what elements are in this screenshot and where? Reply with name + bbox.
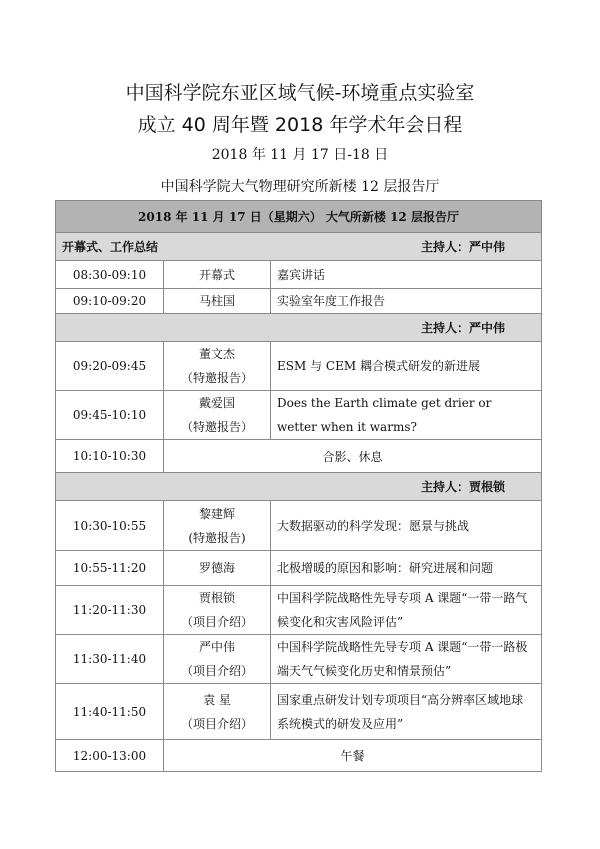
speaker-name: 黎建辉: [198, 506, 235, 521]
break-row: [56, 440, 542, 473]
event-venue: 中国科学院大气物理研究所新楼 12 层报告厅: [160, 179, 440, 195]
speaker-cell: [164, 261, 271, 289]
time-cell: 10:30-10:55: [56, 501, 164, 551]
schedule-row: [56, 391, 542, 440]
session-host: 主持人：严中伟: [420, 321, 505, 335]
speaker-role: (特邀报告): [188, 530, 246, 545]
schedule-row: [56, 289, 542, 314]
speaker-cell: [164, 342, 271, 391]
topic-cell: ESM 与 CEM 耦合模式研发的新进展: [271, 342, 542, 391]
schedule-row: [56, 551, 542, 586]
schedule-row: [56, 684, 542, 740]
speaker-role: （项目介绍）: [180, 664, 253, 678]
session-header: [56, 473, 542, 501]
speaker-name: 严中伟: [198, 640, 235, 654]
title-line-2: 成立 40 周年暨 2018 年学术年会日程: [137, 114, 463, 136]
topic-cell: 大数据驱动的科学发现：愿景与挑战: [271, 501, 542, 551]
title-line-1: 中国科学院东亚区域气候-环境重点实验室: [125, 82, 475, 104]
speaker-cell: [164, 391, 271, 440]
topic-cell: 中国科学院战略性先导专项 A 课题“一带一路极端天气气候变化历史和情景预估”: [271, 635, 542, 684]
session-header-row: [56, 314, 542, 342]
session-title: 开幕式、工作总结: [62, 240, 159, 254]
session-host: 主持人：贾根锁: [420, 480, 505, 494]
session-host: 主持人：严中伟: [420, 240, 505, 254]
schedule-row: [56, 586, 542, 635]
topic-cell: 国家重点研发计划专项项目“高分辨率区域地球系统模式的研发及应用”: [271, 684, 542, 740]
speaker-name: 罗德海: [198, 561, 235, 575]
speaker-role: （项目介绍）: [180, 716, 253, 731]
speaker-name: 开幕式: [198, 267, 235, 282]
speaker-name: 董文杰: [198, 347, 235, 361]
time-cell: 10:10-10:30: [56, 440, 164, 473]
schedule-row: [56, 635, 542, 684]
break-label: 合影、休息: [164, 440, 542, 473]
schedule-row: [56, 501, 542, 551]
time-cell: 11:20-11:30: [56, 586, 164, 635]
topic-cell: 嘉宾讲话: [271, 261, 542, 289]
schedule-table: [55, 200, 542, 772]
speaker-name: 袁 星: [203, 692, 231, 707]
speaker-cell: [164, 684, 271, 740]
schedule-row: [56, 261, 542, 289]
speaker-name: 马柱国: [198, 294, 235, 308]
schedule-row: [56, 342, 542, 391]
session-header: [56, 233, 542, 261]
speaker-role: （特邀报告）: [180, 420, 253, 434]
time-cell: 09:20-09:45: [56, 342, 164, 391]
speaker-cell: [164, 551, 271, 586]
topic-cell: 中国科学院战略性先导专项 A 课题“一带一路气候变化和灾害风险评估”: [271, 586, 542, 635]
session-header-row: [56, 233, 542, 261]
topic-cell: 实验室年度工作报告: [271, 289, 542, 314]
time-cell: 10:55-11:20: [56, 551, 164, 586]
time-cell: 09:45-10:10: [56, 391, 164, 440]
topic-cell: 北极增暖的原因和影响：研究进展和问题: [271, 551, 542, 586]
topic-cell: Does the Earth climate get drier or wetter when it warms?: [271, 391, 542, 440]
speaker-name: 戴爱国: [198, 396, 235, 410]
break-label: 午餐: [164, 740, 542, 772]
time-cell: 12:00-13:00: [56, 740, 164, 772]
speaker-cell: [164, 635, 271, 684]
day-header: 2018 年 11 月 17 日（星期六） 大气所新楼 12 层报告厅: [56, 201, 542, 233]
speaker-name: 贾根锁: [198, 591, 235, 605]
time-cell: 09:10-09:20: [56, 289, 164, 314]
break-row: [56, 740, 542, 772]
session-header: [56, 314, 542, 342]
time-cell: 11:30-11:40: [56, 635, 164, 684]
speaker-role: （项目介绍）: [180, 615, 253, 629]
time-cell: 11:40-11:50: [56, 684, 164, 740]
session-header-row: [56, 473, 542, 501]
speaker-cell: [164, 289, 271, 314]
time-cell: 08:30-09:10: [56, 261, 164, 289]
event-date: 2018 年 11 月 17 日-18 日: [211, 147, 389, 163]
speaker-cell: [164, 501, 271, 551]
speaker-cell: [164, 586, 271, 635]
speaker-role: （特邀报告）: [180, 371, 253, 385]
